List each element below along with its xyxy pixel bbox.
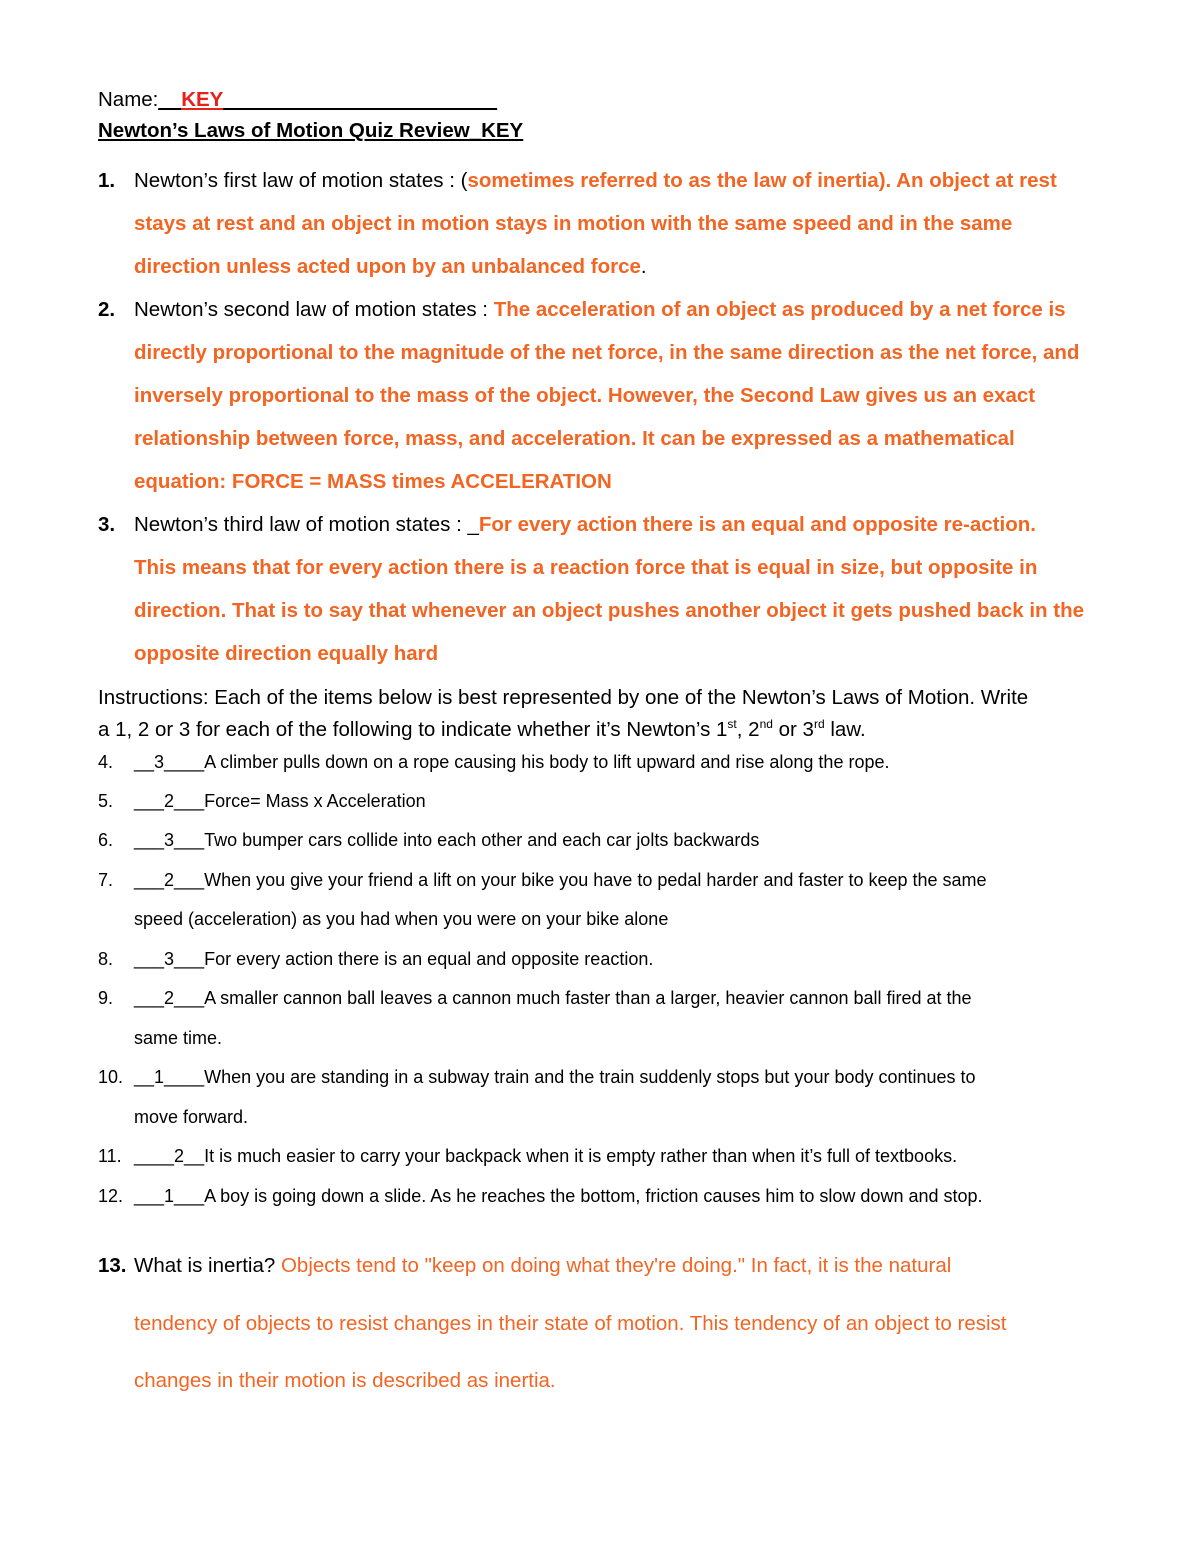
q2-answer-2: directly proportional to the magnitude of the net force, in the same direction as the net force, and (134, 341, 1080, 364)
item-11-number: 11. (98, 1146, 122, 1166)
instructions-line-1: Instructions: Each of the items below is best represented by one of the Newton’s Laws of Motion. Write (98, 686, 1029, 709)
item-11-text: ____2__It is much easier to carry your backpack when it is empty rather than when it’s full of textbooks. (134, 1146, 958, 1166)
item-10-text-2: move forward. (134, 1107, 249, 1127)
instructions-text-b: , 2 (736, 718, 760, 741)
item-7-text-1: ___2___When you give your friend a lift on your bike you have to pedal harder and faster to keep the same (134, 870, 987, 890)
q2-answer-4: relationship between force, mass, and acceleration. It can be expressed as a mathematical (134, 427, 1015, 450)
item-5-text: ___2___Force= Mass x Acceleration (134, 791, 426, 811)
name-underline-post: ________________________ (223, 88, 497, 111)
name-underline-pre: __ (158, 88, 182, 111)
item-9-text-1: ___2___A smaller cannon ball leaves a cannon much faster than a larger, heavier cannon ball fired at the (134, 988, 972, 1008)
q1-prompt: Newton’s first law of motion states : ( (134, 169, 468, 192)
item-10-number: 10. (98, 1067, 124, 1087)
q1-answer-3: direction unless acted upon by an unbalanced force (134, 255, 641, 278)
q1-line-1 (134, 169, 1057, 193)
instructions-sup-3: rd (813, 717, 825, 732)
q3-line-1 (134, 513, 1036, 537)
q2-answer-3: inversely proportional to the mass of the object. However, the Second Law gives us an exact (134, 384, 1036, 407)
page-title: Newton’s Laws of Motion Quiz Review_KEY (98, 119, 524, 142)
q2-prompt: Newton’s second law of motion states : (134, 298, 494, 321)
q2-answer-1: The acceleration of an object as produced by a net force is (493, 298, 1066, 321)
instructions-sup-1: st (727, 717, 737, 732)
q3-answer-4: opposite direction equally hard (134, 642, 439, 665)
q13-prompt: What is inertia? (134, 1254, 281, 1277)
q3-number: 3. (98, 513, 116, 536)
q13-number: 13. (98, 1254, 127, 1277)
q13-answer-2: tendency of objects to resist changes in their state of motion. This tendency of an object to resist (134, 1312, 1007, 1335)
q3-answer-1: For every action there is an equal and opposite re-action. (478, 513, 1036, 536)
item-7-number: 7. (98, 870, 114, 890)
q1-answer-1: sometimes referred to as the law of inertia). An object at rest (467, 169, 1057, 192)
q2-number: 2. (98, 298, 116, 321)
q13-answer-3: changes in their motion is described as inertia. (134, 1369, 556, 1392)
instructions-text-a: a 1, 2 or 3 for each of the following to indicate whether it’s Newton’s 1 (98, 718, 728, 741)
item-12-text: ___1___A boy is going down a slide. As he reaches the bottom, friction causes him to slow down and stop. (134, 1186, 983, 1206)
item-4-text: __3____A climber pulls down on a rope causing his body to lift upward and rise along the rope. (134, 752, 890, 772)
q3-answer-3: direction. That is to say that whenever an object pushes another object it gets pushed back in the (134, 599, 1085, 622)
item-8-number: 8. (98, 949, 114, 969)
instructions-text-c: or 3 (772, 718, 814, 741)
item-4-number: 4. (98, 752, 114, 772)
item-6-number: 6. (98, 830, 114, 850)
item-9-number: 9. (98, 988, 114, 1008)
q1-period: . (640, 255, 647, 278)
item-7-text-2: speed (acceleration) as you had when you were on your bike alone (134, 909, 669, 929)
instructions-sup-2: nd (759, 717, 773, 732)
item-12-number: 12. (98, 1186, 124, 1206)
item-10-text-1: __1____When you are standing in a subway train and the train suddenly stops but your body continues to (134, 1067, 976, 1087)
q13-answer-1: Objects tend to "keep on doing what they're doing." In fact, it is the natural (280, 1254, 952, 1277)
instructions-line-2 (98, 718, 866, 742)
q1-line-3 (134, 255, 647, 279)
item-9-text-2: same time. (134, 1028, 223, 1048)
q2-line-1 (134, 298, 1066, 322)
q3-answer-2: This means that for every action there is a reaction force that is equal in size, but opposite in (134, 556, 1038, 579)
item-6-text: ___3___Two bumper cars collide into each other and each car jolts backwards (134, 830, 760, 850)
name-label: Name: (98, 88, 159, 111)
q2-answer-5: equation: FORCE = MASS times ACCELERATION (134, 470, 612, 493)
q1-number: 1. (98, 169, 116, 192)
q3-prompt: Newton’s third law of motion states : _ (134, 513, 479, 536)
instructions-text-d: law. (824, 718, 866, 741)
item-8-text: ___3___For every action there is an equal and opposite reaction. (134, 949, 654, 969)
q13-line-1 (134, 1254, 951, 1278)
q1-answer-2: stays at rest and an object in motion stays in motion with the same speed and in the same (134, 212, 1013, 235)
item-5-number: 5. (98, 791, 114, 811)
name-line (98, 88, 497, 112)
name-value: KEY (181, 88, 224, 111)
